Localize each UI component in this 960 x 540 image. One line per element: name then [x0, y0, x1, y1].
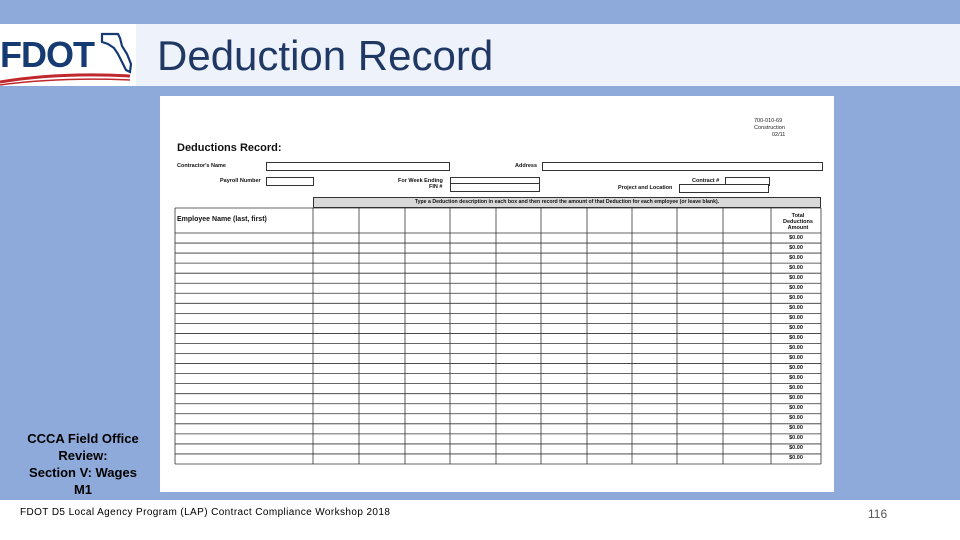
section-caption-line-3: Section V: Wages: [29, 465, 137, 480]
total-amount-cell: $0.00: [789, 385, 803, 392]
total-amount-cell: $0.00: [789, 284, 803, 291]
payroll-number-label: Payroll Number: [220, 178, 261, 184]
logo-text: FDOT: [0, 34, 94, 75]
section-caption: [14, 430, 152, 498]
total-header-2: Deductions: [783, 219, 813, 225]
total-amount-cell: $0.00: [789, 435, 803, 442]
instruction-banner: Type a Deduction description in each box and then record the amount of that Deduction for each employee (or leave blank).: [313, 197, 821, 208]
total-amount-cell: $0.00: [789, 294, 803, 301]
employee-name-header: Employee Name (last, first): [177, 216, 267, 223]
total-amount-cell: $0.00: [789, 314, 803, 321]
section-caption-line-1: CCCA Field Office: [27, 431, 139, 446]
form-code: 700-010-69: [754, 118, 783, 124]
total-header-1: Total: [791, 213, 805, 219]
total-amount-cell: $0.00: [789, 355, 803, 362]
total-amount-cell: $0.00: [789, 375, 803, 382]
total-amount-cell: $0.00: [789, 334, 803, 341]
address-label: Address: [515, 163, 538, 169]
form-department: Construction: [754, 125, 785, 131]
total-amount-cell: $0.00: [789, 344, 803, 351]
total-amount-cell: $0.00: [789, 324, 803, 331]
section-caption-line-4: M1: [73, 482, 93, 497]
total-amount-cell: $0.00: [789, 425, 803, 432]
total-amount-cell: $0.00: [789, 455, 803, 462]
florida-shape-icon: [100, 30, 134, 76]
deduction-record-form: [160, 96, 834, 492]
total-amount-cell: $0.00: [789, 264, 803, 271]
week-ending-label: For Week Ending: [398, 178, 443, 184]
footer: [0, 500, 960, 540]
deductions-table-grid: [160, 96, 834, 492]
fin-label: FIN #: [429, 184, 443, 190]
section-caption-line-2: Review:: [58, 448, 108, 463]
slide-title: Deduction Record: [157, 32, 494, 79]
total-amount-cell: $0.00: [789, 234, 803, 241]
total-amount-cell: $0.00: [789, 365, 803, 372]
total-amount-cell: $0.00: [789, 274, 803, 281]
form-title: Deductions Record:: [177, 142, 282, 154]
form-revision: 02/11: [772, 132, 786, 138]
total-amount-cell: $0.00: [789, 304, 803, 311]
total-amount-cell: $0.00: [789, 244, 803, 251]
page-number: 116: [868, 507, 888, 521]
footer-text: FDOT D5 Local Agency Program (LAP) Contract Compliance Workshop 2018: [20, 507, 391, 518]
project-location-label: Project and Location: [618, 185, 673, 191]
total-amount-cell: $0.00: [789, 445, 803, 452]
total-amount-cell: $0.00: [789, 405, 803, 412]
contract-label: Contract #: [692, 178, 720, 184]
total-amount-cell: $0.00: [789, 395, 803, 402]
total-header-3: Amount: [787, 225, 809, 231]
total-amount-cell: $0.00: [789, 415, 803, 422]
contractor-name-label: Contractor's Name: [177, 163, 226, 169]
fdot-logo: [0, 24, 136, 86]
total-amount-cell: $0.00: [789, 254, 803, 261]
logo-swoosh-icon: [0, 72, 136, 86]
